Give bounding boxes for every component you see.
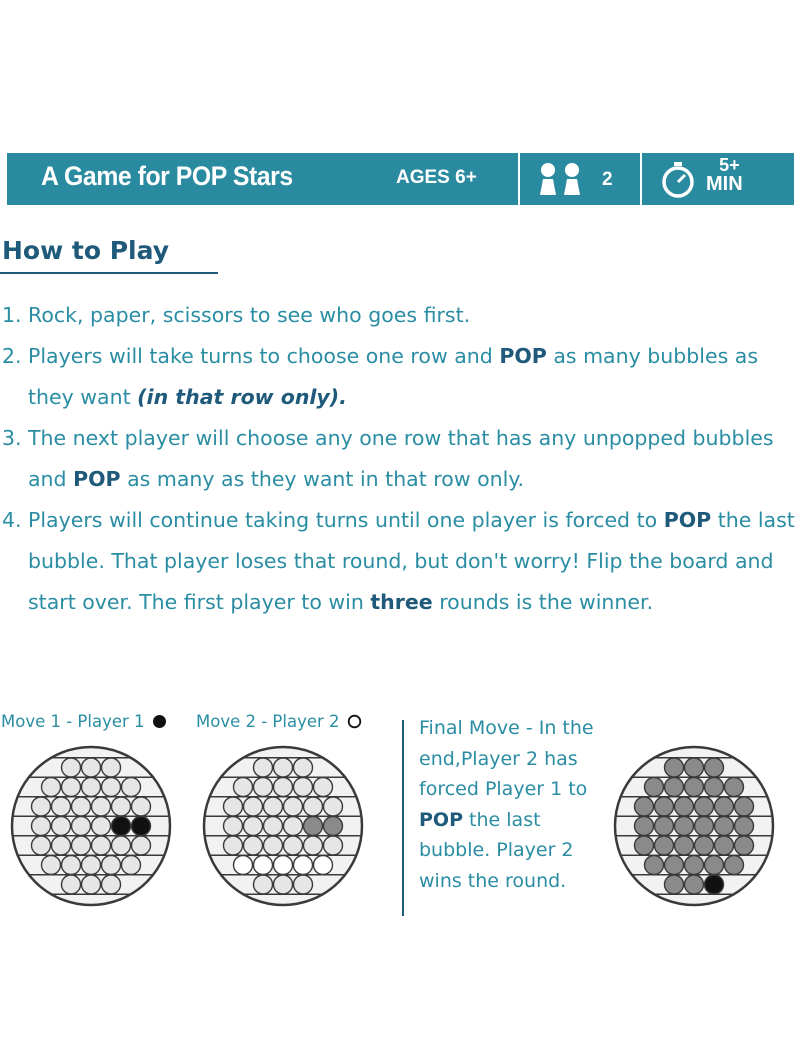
emphasis-text: POP	[499, 344, 547, 368]
bubble	[52, 797, 71, 816]
move-1-text: Move 1 - Player 1	[1, 712, 145, 731]
vertical-divider	[402, 720, 404, 916]
bubble	[102, 758, 121, 777]
bubble	[62, 758, 81, 777]
text-segment: as many as they want in that row only.	[120, 467, 525, 491]
bubble	[82, 758, 101, 777]
black-bubble-icon	[152, 714, 167, 729]
move-1-label	[1, 712, 167, 731]
bubble	[635, 797, 654, 816]
bubble	[102, 875, 121, 894]
bubble	[715, 817, 734, 836]
bubble	[112, 836, 131, 855]
banner-divider	[518, 153, 520, 205]
bubble	[695, 836, 714, 855]
instructions-list	[0, 295, 800, 623]
banner-title: A Game for POP Stars	[41, 161, 293, 191]
bubble	[665, 856, 684, 875]
bubble	[314, 856, 333, 875]
bubble	[254, 758, 273, 777]
section-heading: How to Play	[2, 236, 170, 265]
bubble	[715, 836, 734, 855]
emphasis-text: POP	[419, 808, 464, 831]
bubble	[274, 778, 293, 797]
bubble	[112, 817, 131, 836]
text-segment: Players will take turns to choose one row and	[28, 344, 500, 368]
bubble	[665, 875, 684, 894]
bubble	[324, 797, 343, 816]
bubble	[92, 817, 111, 836]
board-move-1	[9, 744, 173, 908]
step-number: 1.	[2, 303, 22, 327]
text-segment: rounds is the winner.	[432, 590, 654, 614]
ages-label: AGES 6+	[396, 167, 477, 188]
bubble	[264, 797, 283, 816]
bubble	[224, 817, 243, 836]
duration-unit: MIN	[706, 173, 743, 195]
bubble	[645, 778, 664, 797]
instruction-step	[0, 336, 800, 418]
bubble	[52, 836, 71, 855]
emphasis-text: three	[370, 590, 433, 614]
bubble	[655, 817, 674, 836]
text-segment: the last bubble. That player loses that round, but don't worry! Flip the board and start over. The first player to win	[28, 508, 795, 614]
bubble	[132, 817, 151, 836]
bubble	[62, 875, 81, 894]
bubble	[735, 817, 754, 836]
final-move-text	[419, 713, 609, 896]
bubble	[62, 778, 81, 797]
bubble	[234, 856, 253, 875]
players-icon	[537, 161, 585, 197]
bubble	[62, 856, 81, 875]
instruction-step	[0, 500, 800, 623]
bubble	[264, 836, 283, 855]
bubble	[42, 856, 61, 875]
instruction-step	[0, 295, 800, 336]
bubble	[685, 875, 704, 894]
bubble	[92, 797, 111, 816]
bubble	[82, 875, 101, 894]
step-number: 2.	[2, 344, 22, 368]
text-segment: as many bubbles as they want	[28, 344, 759, 409]
bubble	[725, 778, 744, 797]
bubble	[695, 797, 714, 816]
step-number: 3.	[2, 426, 22, 450]
bubble	[294, 778, 313, 797]
move-2-label	[196, 712, 362, 731]
text-segment: The next player will choose any one row that has any unpopped bubbles and	[28, 426, 774, 491]
bubble	[715, 797, 734, 816]
heading-underline	[0, 272, 218, 274]
bubble	[635, 836, 654, 855]
bubble	[224, 797, 243, 816]
bubble	[92, 836, 111, 855]
bubble	[735, 836, 754, 855]
bubble	[32, 817, 51, 836]
bubble	[675, 836, 694, 855]
text-segment: the last bubble. Player 2 wins the round.	[419, 808, 574, 892]
board-move-2	[201, 744, 365, 908]
duration	[706, 156, 743, 194]
bubble	[284, 836, 303, 855]
bubble	[32, 797, 51, 816]
bubble	[244, 836, 263, 855]
bubble	[82, 856, 101, 875]
bubble	[122, 856, 141, 875]
bubble	[102, 778, 121, 797]
bubble	[314, 778, 333, 797]
bubble	[284, 797, 303, 816]
bubble	[132, 797, 151, 816]
bubble	[72, 797, 91, 816]
white-bubble-icon	[347, 714, 362, 729]
bubble	[32, 836, 51, 855]
bubble	[254, 778, 273, 797]
title-banner	[7, 153, 794, 205]
bubble	[324, 836, 343, 855]
text-segment: Players will continue taking turns until one player is forced to	[28, 508, 664, 532]
stopwatch-icon	[659, 161, 699, 199]
bubble	[324, 817, 343, 836]
bubble	[112, 797, 131, 816]
bubble	[274, 875, 293, 894]
bubble	[675, 797, 694, 816]
bubble	[82, 778, 101, 797]
step-number: 4.	[2, 508, 22, 532]
bubble	[254, 875, 273, 894]
bubble	[635, 817, 654, 836]
duration-value: 5+	[719, 155, 740, 175]
emphasis-text: (in that row only).	[137, 385, 347, 409]
bubble	[244, 817, 263, 836]
bubble	[294, 758, 313, 777]
bubble	[725, 856, 744, 875]
bubble	[132, 836, 151, 855]
bubble	[705, 778, 724, 797]
bubble	[304, 797, 323, 816]
bubble	[52, 817, 71, 836]
bubble	[234, 778, 253, 797]
bubble	[665, 778, 684, 797]
bubble	[685, 778, 704, 797]
bubble	[645, 856, 664, 875]
emphasis-text: POP	[73, 467, 121, 491]
player-count: 2	[602, 169, 613, 190]
bubble	[304, 836, 323, 855]
bubble	[695, 817, 714, 836]
text-segment: Rock, paper, scissors to see who goes first.	[28, 303, 471, 327]
bubble	[274, 758, 293, 777]
bubble	[685, 856, 704, 875]
bubble	[72, 836, 91, 855]
bubble	[735, 797, 754, 816]
bubble	[685, 758, 704, 777]
bubble	[294, 875, 313, 894]
bubble	[655, 797, 674, 816]
bubble	[72, 817, 91, 836]
bubble	[705, 875, 724, 894]
bubble	[224, 836, 243, 855]
banner-divider	[640, 153, 642, 205]
board-final-move	[612, 744, 776, 908]
bubble	[254, 856, 273, 875]
bubble	[284, 817, 303, 836]
emphasis-text: POP	[663, 508, 712, 532]
bubble	[655, 836, 674, 855]
text-segment: Final Move - In the end,Player 2 has forced Player 1 to	[419, 717, 594, 800]
move-2-text: Move 2 - Player 2	[196, 712, 340, 731]
bubble	[274, 856, 293, 875]
bubble	[122, 778, 141, 797]
bubble	[705, 856, 724, 875]
bubble	[304, 817, 323, 836]
bubble	[264, 817, 283, 836]
bubble	[675, 817, 694, 836]
bubble	[102, 856, 121, 875]
instruction-step	[0, 418, 800, 500]
bubble	[294, 856, 313, 875]
bubble	[244, 797, 263, 816]
bubble	[42, 778, 61, 797]
bubble	[705, 758, 724, 777]
players-info	[537, 161, 613, 197]
bubble	[665, 758, 684, 777]
